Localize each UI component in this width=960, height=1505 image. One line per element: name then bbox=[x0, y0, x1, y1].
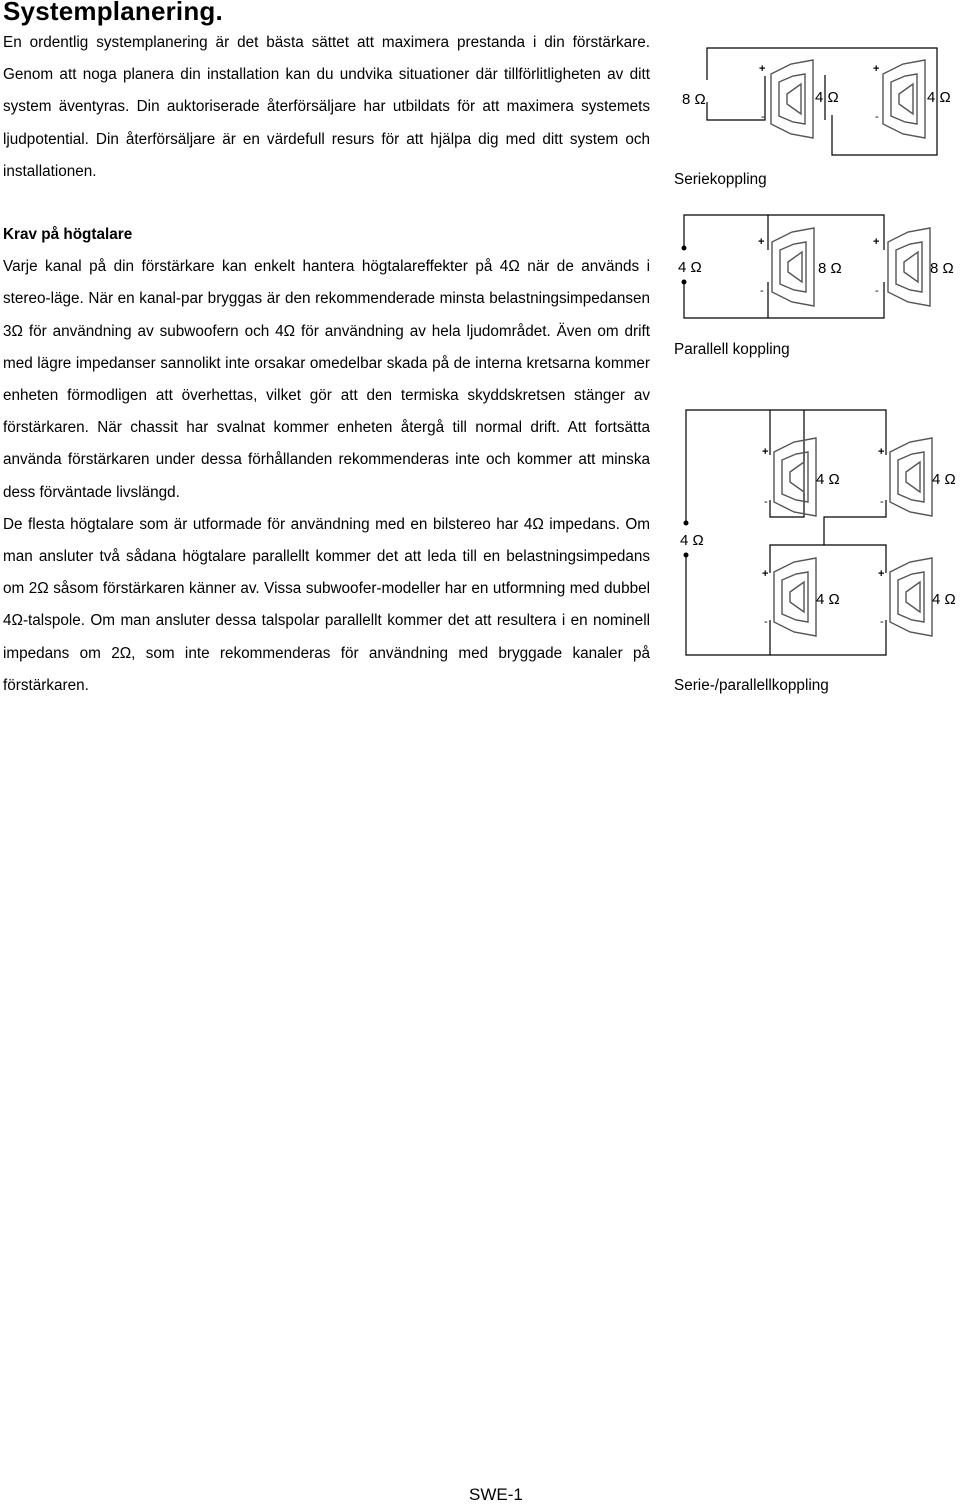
plus-terminal: + bbox=[878, 568, 885, 580]
speaker-icon bbox=[883, 60, 925, 138]
terminal-dot bbox=[682, 280, 687, 285]
series-parallel-wiring-diagram bbox=[674, 405, 960, 660]
minus-terminal: - bbox=[764, 616, 768, 628]
plus-terminal: + bbox=[758, 236, 765, 248]
minus-terminal: - bbox=[880, 496, 884, 508]
page-title: Systemplanering. bbox=[3, 0, 223, 26]
series-wiring-diagram bbox=[677, 40, 957, 165]
requirements-paragraph-1: Varje kanal på din förstärkare kan enkelt hantera högtalareffekter på 4Ω när de används i stereo-läge. När en kanal-par bryggas är den rekommenderade minsta belastningsimpedansen 3Ω för användning av subwoofern och 4Ω för användning av hela ljudområdet. Även om drift med lägre impedanser sannolikt inte orsakar omedelbar skada på de interna kretsarna kommer enheten förmodligen att överhettas, vilket gör att den termiska skyddskretsen stänger av förstärkaren. När chassit har svalnat kommer enheten återgå till normal drift. Att fortsätta använda förstärkaren under dessa förhållanden rekommenderas inte och kommer att minska dess förväntade livslängd. bbox=[3, 258, 650, 501]
terminal-dot bbox=[684, 521, 689, 526]
total-impedance-label: 8 Ω bbox=[682, 91, 706, 108]
speaker-impedance-label: 4 Ω bbox=[816, 591, 840, 608]
speaker-impedance-label: 4 Ω bbox=[927, 89, 951, 106]
total-impedance-label: 4 Ω bbox=[678, 259, 702, 276]
speaker-impedance-label: 8 Ω bbox=[930, 260, 954, 277]
plus-terminal: + bbox=[759, 63, 766, 75]
wire bbox=[684, 215, 884, 250]
speaker-impedance-label: 8 Ω bbox=[818, 260, 842, 277]
plus-terminal: + bbox=[873, 63, 880, 75]
wire bbox=[686, 555, 886, 655]
speaker-impedance-label: 4 Ω bbox=[932, 591, 956, 608]
plus-terminal: + bbox=[873, 236, 880, 248]
minus-terminal: - bbox=[760, 285, 764, 297]
minus-terminal: - bbox=[764, 496, 768, 508]
plus-terminal: + bbox=[878, 446, 885, 458]
wire bbox=[770, 545, 886, 573]
speaker-icon bbox=[890, 558, 932, 636]
speaker-impedance-label: 4 Ω bbox=[932, 471, 956, 488]
speaker-icon bbox=[771, 60, 813, 138]
section-heading: Krav på högtalare bbox=[3, 226, 133, 243]
speaker-impedance-label: 4 Ω bbox=[816, 471, 840, 488]
speaker-requirements-section bbox=[3, 219, 650, 702]
minus-terminal: - bbox=[875, 285, 879, 297]
plus-terminal: + bbox=[762, 568, 769, 580]
minus-terminal: - bbox=[875, 111, 879, 123]
minus-terminal: - bbox=[761, 111, 765, 123]
wire bbox=[707, 76, 765, 120]
speaker-icon bbox=[774, 558, 816, 636]
terminal-dot bbox=[682, 246, 687, 251]
plus-terminal: + bbox=[762, 446, 769, 458]
series-caption: Seriekoppling bbox=[674, 171, 767, 188]
speaker-icon bbox=[890, 438, 932, 516]
intro-section bbox=[3, 27, 650, 188]
speaker-icon bbox=[888, 228, 930, 306]
series-parallel-caption: Serie-/parallellkoppling bbox=[674, 677, 829, 694]
terminal-dot bbox=[684, 553, 689, 558]
intro-paragraph: En ordentlig systemplanering är det bästa sättet att maximera prestanda i din förstärkare. Genom att noga planera din installation kan du undvika situationer där tillförlitligheten av ditt system äventyras. Din auktoriserade återförsäljare har utbildats för att maximera systemets ljudpotential. Din återförsäljare är en värdefull resurs för att hjälpa dig med ditt system och installationen. bbox=[3, 34, 650, 180]
speaker-icon bbox=[772, 228, 814, 306]
wire bbox=[686, 410, 886, 523]
wire bbox=[824, 500, 886, 545]
parallel-caption: Parallell koppling bbox=[674, 341, 790, 358]
speaker-impedance-label: 4 Ω bbox=[815, 89, 839, 106]
minus-terminal: - bbox=[880, 616, 884, 628]
wire bbox=[684, 282, 884, 318]
page-number: SWE-1 bbox=[469, 1485, 523, 1504]
requirements-paragraph-2: De flesta högtalare som är utformade för användning med en bilstereo har 4Ω impedans. Om man ansluter två sådana högtalare parallellt kommer det att leda till en belastningsimpedans om 2Ω såsom förstärkaren känner av. Vissa subwoofer-modeller har en utformning med dubbel 4Ω-talspole. Om man ansluter dessa talspolar parallellt kommer det att resultera i en nominell impedans om 2Ω, som inte rekommenderas för användning med bryggade kanaler på förstärkaren. bbox=[3, 515, 650, 694]
total-impedance-label: 4 Ω bbox=[680, 532, 704, 549]
parallel-wiring-diagram bbox=[672, 210, 960, 328]
speaker-icon bbox=[774, 438, 816, 516]
